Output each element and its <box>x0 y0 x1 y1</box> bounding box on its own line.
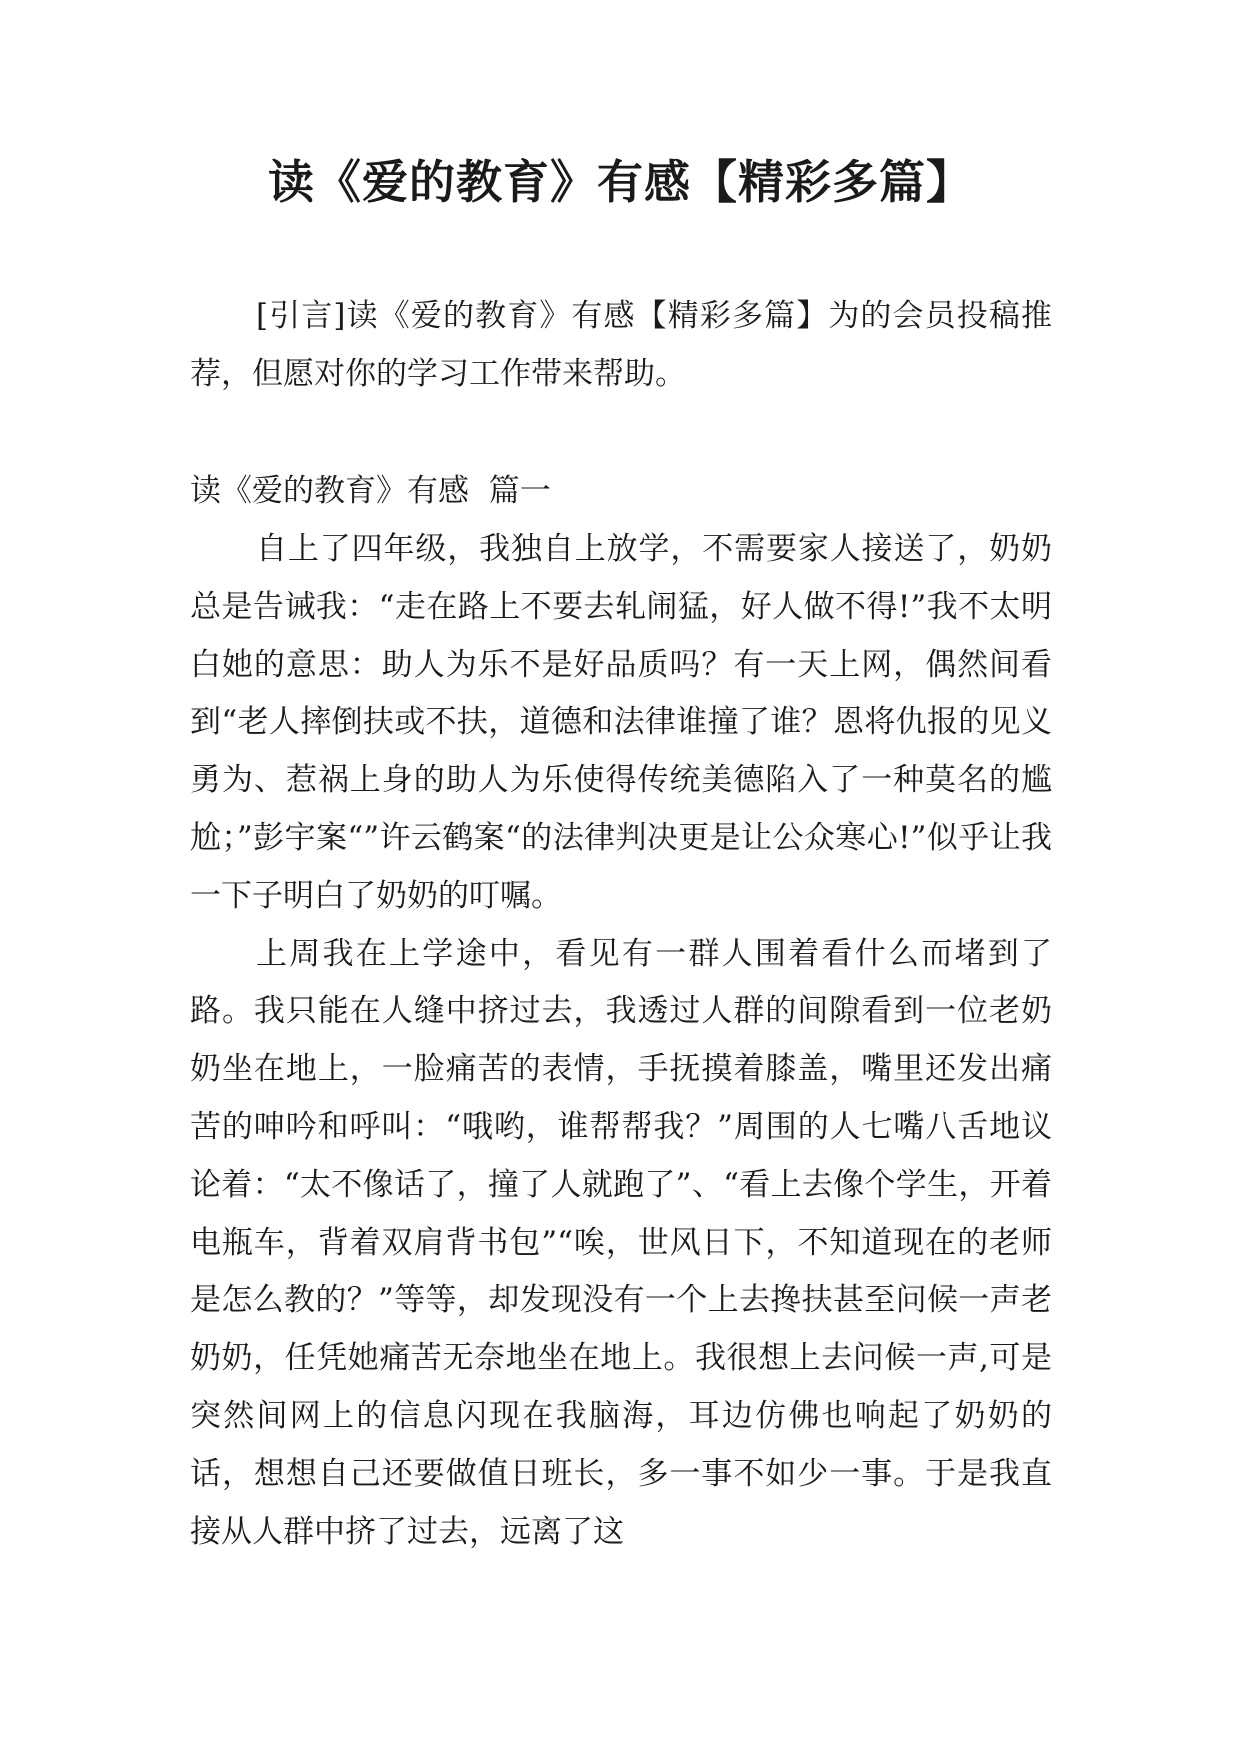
body-paragraph: 上周我在上学途中，看见有一群人围着看什么而堵到了路。我只能在人缝中挤过去，我透过人群的间隙看到一位老奶奶坐在地上，一脸痛苦的表情，手抚摸着膝盖，嘴里还发出痛苦的呻吟和呼叫：“哦哟，谁帮帮我？”周围的人七嘴八舌地议论着：“太不像话了，撞了人就跑了”、“看上去像个学生，开着电瓶车，背着双肩背书包”“唉，世风日下，不知道现在的老师是怎么教的？”等等，却发现没有一个上去搀扶甚至问候一声老奶奶，任凭她痛苦无奈地坐在地上。我很想上去问候一声,可是突然间网上的信息闪现在我脑海，耳边仿佛也响起了奶奶的话，想想自己还要做值日班长，多一事不如少一事。于是我直接从人群中挤了过去，远离了这 <box>190 935 1052 1550</box>
body-paragraph: 自上了四年级，我独自上放学，不需要家人接送了，奶奶总是告诫我：“走在路上不要去轧闹猛，好人做不得!”我不太明白她的意思：助人为乐不是好品质吗？有一天上网，偶然间看到“老人摔倒扶或不扶，道德和法律谁撞了谁？恩将仇报的见义勇为、惹祸上身的助人为乐使得传统美德陷入了一种莫名的尴尬；”彭宇案“”许云鹤案“的法律判决更是让公众寒心!”似乎让我一下子明白了奶奶的叮嘱。 <box>190 531 1052 914</box>
section-heading: 读《爱的教育》有感 篇一 <box>190 473 551 509</box>
article-body <box>190 521 1052 1561</box>
document-title: 读《爱的教育》有感【精彩多篇】 <box>268 155 973 209</box>
intro-paragraph: [引言]读《爱的教育》有感【精彩多篇】为的会员投稿推荐，但愿对你的学习工作带来帮助。 <box>190 298 1052 392</box>
